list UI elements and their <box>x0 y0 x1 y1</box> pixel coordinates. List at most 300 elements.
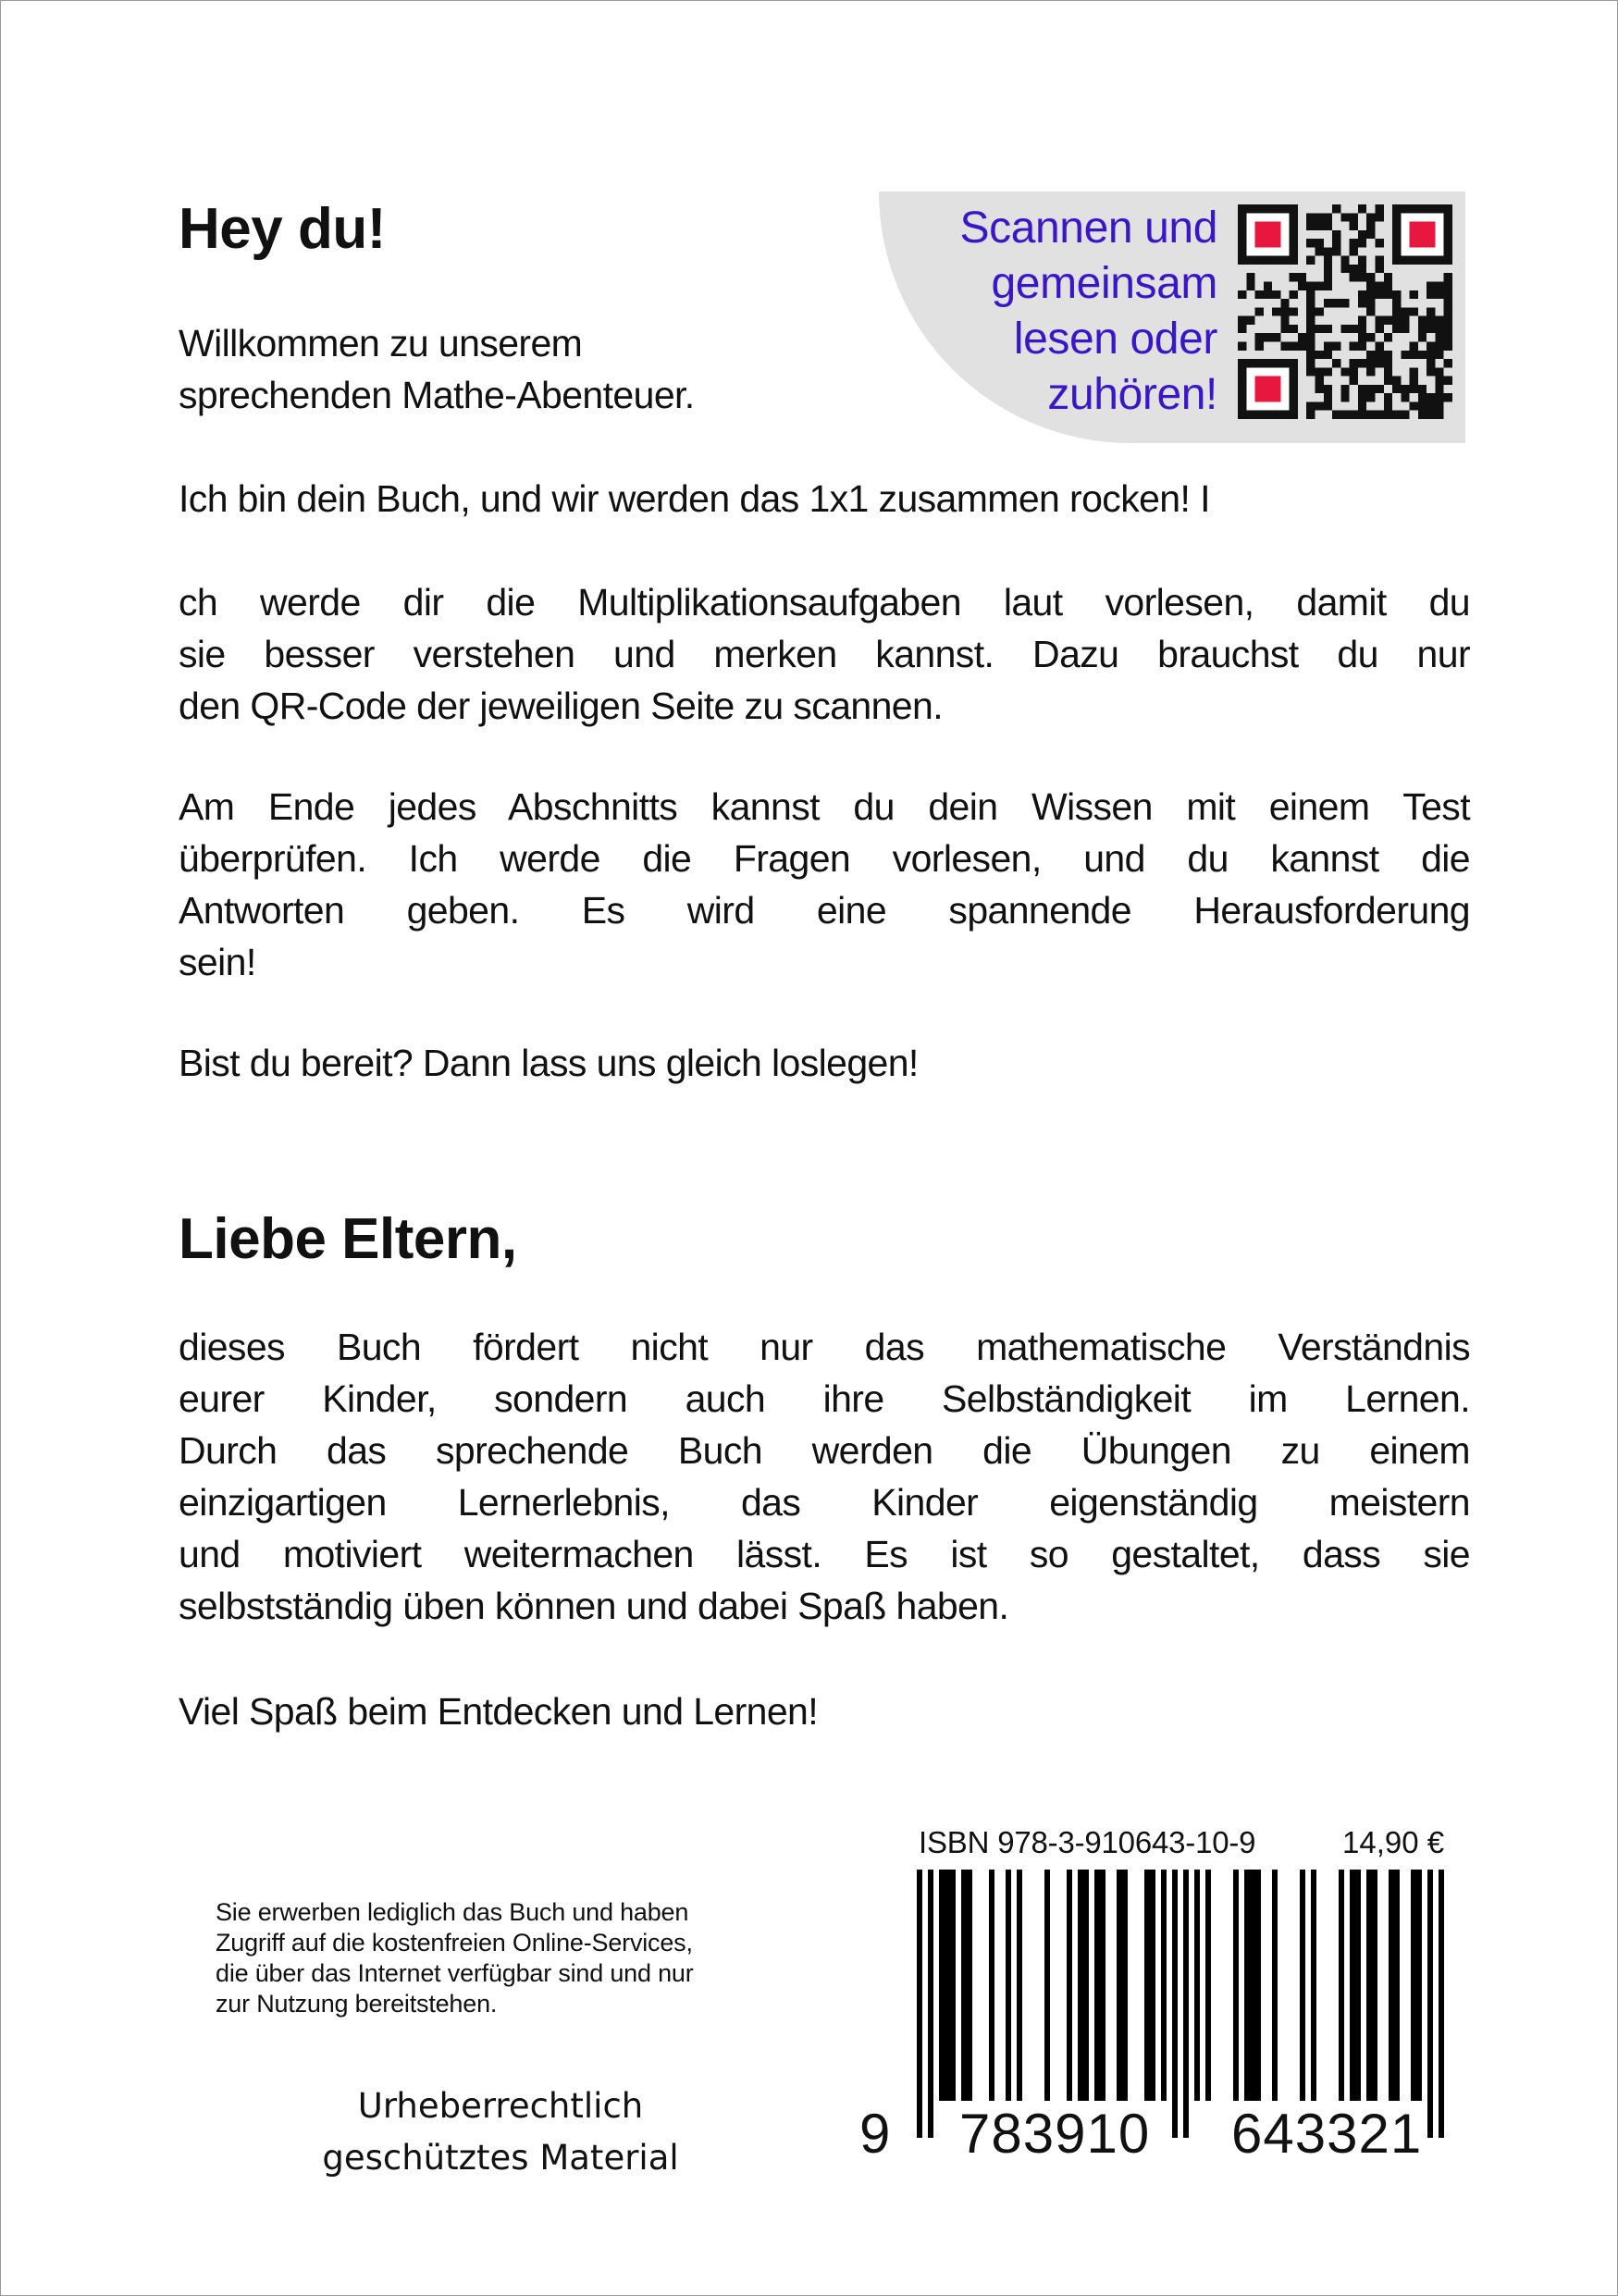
barcode-bar <box>1255 1870 1261 2101</box>
qr-module <box>1324 385 1332 393</box>
qr-module <box>1401 316 1409 325</box>
qr-module <box>1332 247 1340 255</box>
qr-module <box>1290 290 1298 299</box>
qr-module <box>1280 299 1289 307</box>
barcode-bar <box>1194 1870 1200 2101</box>
qr-module <box>1306 213 1315 221</box>
qr-module <box>1290 325 1298 333</box>
barcode-bar <box>1311 1870 1316 2101</box>
qr-module <box>1238 290 1246 299</box>
barcode-bar <box>1067 1870 1072 2101</box>
qr-module <box>1324 393 1332 401</box>
qr-module <box>1324 325 1332 333</box>
qr-module <box>1418 385 1427 393</box>
barcode-bar <box>1100 1870 1105 2101</box>
qr-module <box>1375 351 1383 359</box>
qr-module <box>1384 401 1392 410</box>
qr-code-icon[interactable] <box>1238 204 1452 419</box>
welcome-text <box>179 317 695 421</box>
qr-module <box>1358 299 1366 307</box>
qr-module <box>1315 213 1324 221</box>
qr-module <box>1418 333 1427 341</box>
paragraph-line: eurer Kinder, sondern auch ihre Selbständigkeit im Lernen. <box>179 1377 1470 1420</box>
qr-module <box>1358 393 1366 401</box>
qr-module <box>1290 273 1298 281</box>
qr-module <box>1332 411 1340 419</box>
qr-module <box>1340 265 1349 273</box>
qr-module <box>1306 359 1315 367</box>
qr-module <box>1324 273 1332 281</box>
barcode-bar <box>1205 1870 1211 2101</box>
qr-module <box>1392 376 1401 385</box>
qr-module <box>1375 290 1383 299</box>
qr-module <box>1332 239 1340 247</box>
qr-module <box>1358 290 1366 299</box>
qr-module <box>1306 256 1315 265</box>
qr-module <box>1315 376 1324 385</box>
qr-module <box>1435 333 1443 341</box>
qr-module <box>1401 351 1409 359</box>
paragraph-line: sein! <box>179 941 256 983</box>
qr-module <box>1375 316 1383 325</box>
barcode-guard-bar <box>1439 1870 1444 2138</box>
paragraph-line: und motiviert weitermachen lässt. Es ist so gestaltet, dass sie <box>179 1533 1470 1575</box>
qr-module <box>1350 265 1358 273</box>
qr-module <box>1324 367 1332 376</box>
barcode-bar <box>1250 1870 1255 2101</box>
qr-module <box>1435 351 1443 359</box>
qr-module <box>1366 351 1375 359</box>
qr-module <box>1444 290 1452 299</box>
qr-module <box>1246 282 1254 290</box>
qr-module <box>1324 256 1332 265</box>
qr-module <box>1418 393 1427 401</box>
qr-module <box>1315 247 1324 255</box>
qr-module <box>1427 393 1435 401</box>
isbn-number: ISBN 978-3-910643-10-9 <box>919 1825 1256 1859</box>
qr-module <box>1444 307 1452 315</box>
qr-module <box>1358 265 1366 273</box>
qr-module <box>1340 385 1349 393</box>
qr-module <box>1324 265 1332 273</box>
qr-module <box>1298 333 1306 341</box>
qr-module <box>1306 325 1315 333</box>
qr-module <box>1444 325 1452 333</box>
qr-module <box>1444 393 1452 401</box>
qr-module <box>1315 351 1324 359</box>
barcode-bar <box>950 1870 956 2101</box>
qr-module <box>1392 316 1401 325</box>
qr-module <box>1384 282 1392 290</box>
qr-module <box>1280 341 1289 350</box>
paragraph-line: einzigartigen Lernerlebnis, das Kinder eigenständig meistern <box>179 1481 1470 1524</box>
qr-callout <box>879 191 1465 443</box>
qr-module <box>1427 367 1435 376</box>
qr-module <box>1324 401 1332 410</box>
qr-module <box>1444 341 1452 350</box>
qr-module <box>1315 307 1324 315</box>
qr-module <box>1306 290 1315 299</box>
qr-module <box>1392 307 1401 315</box>
barcode-bar <box>1150 1870 1155 2101</box>
qr-module <box>1384 290 1392 299</box>
barcode-bar <box>1144 1870 1150 2101</box>
qr-module <box>1384 359 1392 367</box>
welcome-line: sprechenden Mathe-Abenteuer. <box>179 374 695 416</box>
qr-module <box>1315 325 1324 333</box>
qr-module <box>1418 325 1427 333</box>
qr-module <box>1392 299 1401 307</box>
barcode-bar <box>1411 1870 1416 2101</box>
barcode-guard-bar <box>1172 1870 1178 2138</box>
qr-module <box>1435 401 1443 410</box>
qr-module <box>1410 341 1418 350</box>
qr-module <box>1306 351 1315 359</box>
qr-module <box>1350 213 1358 221</box>
qr-module <box>1298 341 1306 350</box>
qr-module <box>1306 411 1315 419</box>
qr-module <box>1410 376 1418 385</box>
barcode-bar <box>1416 1870 1422 2101</box>
qr-finder-center <box>1255 376 1281 402</box>
qr-module <box>1280 316 1289 325</box>
barcode-right-digits: 643321 <box>1231 2103 1423 2165</box>
paragraph-line: Antworten geben. Es wird eine spannende Herausforderung <box>179 889 1470 932</box>
barcode-bar <box>945 1870 950 2101</box>
qr-module <box>1366 385 1375 393</box>
barcode-first-digit: 9 <box>859 2103 892 2165</box>
qr-callout-line: zuhören! <box>1047 370 1217 419</box>
qr-module <box>1306 222 1315 230</box>
qr-callout-line: gemeinsam <box>991 259 1217 308</box>
qr-module <box>1375 239 1383 247</box>
qr-module <box>1366 411 1375 419</box>
qr-module <box>1358 204 1366 213</box>
qr-module <box>1375 213 1383 221</box>
qr-module <box>1238 325 1246 333</box>
qr-module <box>1306 333 1315 341</box>
welcome-line: Willkommen zu unserem <box>179 322 583 364</box>
qr-module <box>1246 316 1254 325</box>
qr-module <box>1366 273 1375 281</box>
qr-module <box>1435 385 1443 393</box>
qr-module <box>1444 333 1452 341</box>
qr-module <box>1375 359 1383 367</box>
qr-module <box>1375 282 1383 290</box>
qr-module <box>1350 222 1358 230</box>
qr-module <box>1306 316 1315 325</box>
qr-module <box>1444 282 1452 290</box>
barcode-bar <box>1372 1870 1377 2101</box>
copyright-notice <box>278 2080 723 2184</box>
qr-module <box>1358 316 1366 325</box>
barcode-bar <box>1355 1870 1361 2101</box>
barcode-bar <box>1244 1870 1250 2101</box>
qr-module <box>1324 213 1332 221</box>
kids-paragraph-4: Bist du bereit? Dann lass uns gleich loslegen! <box>179 1042 919 1084</box>
qr-module <box>1340 325 1349 333</box>
barcode-bar <box>1389 1870 1394 2101</box>
qr-module <box>1340 213 1349 221</box>
qr-module <box>1358 256 1366 265</box>
qr-module <box>1324 299 1332 307</box>
qr-module <box>1410 351 1418 359</box>
qr-module <box>1350 359 1358 367</box>
barcode-bar <box>1350 1870 1355 2101</box>
qr-module <box>1306 307 1315 315</box>
barcode-guard-bar <box>1427 1870 1433 2138</box>
qr-module <box>1444 299 1452 307</box>
qr-module <box>1418 351 1427 359</box>
kids-paragraph-3 <box>179 781 1470 988</box>
qr-module <box>1418 411 1427 419</box>
qr-module <box>1435 316 1443 325</box>
legal-line: zur Nutzung bereitstehen. <box>216 1990 498 2018</box>
qr-module <box>1238 316 1246 325</box>
qr-module <box>1435 393 1443 401</box>
qr-module <box>1427 282 1435 290</box>
qr-module <box>1272 307 1280 315</box>
kids-heading: Hey du! <box>179 197 386 261</box>
qr-module <box>1340 299 1349 307</box>
qr-module <box>1366 333 1375 341</box>
price: 14,90 € <box>1342 1825 1445 1859</box>
qr-module <box>1290 341 1298 350</box>
qr-module <box>1324 351 1332 359</box>
qr-module <box>1358 230 1366 239</box>
qr-module <box>1444 316 1452 325</box>
paragraph-line: dieses Buch fördert nicht nur das mathematische Verständnis <box>179 1326 1470 1368</box>
qr-module <box>1358 411 1366 419</box>
qr-module <box>1375 265 1383 273</box>
paragraph-line: Durch das sprechende Buch werden die Übungen zu einem <box>179 1429 1470 1472</box>
qr-module <box>1238 341 1246 350</box>
qr-module <box>1410 290 1418 299</box>
qr-module <box>1427 325 1435 333</box>
legal-line: die über das Internet verfügbar sind und nur <box>216 1959 694 1987</box>
qr-module <box>1401 411 1409 419</box>
paragraph-line: überprüfen. Ich werde die Fragen vorlesen, und du kannst die <box>179 837 1470 880</box>
paragraph-line: den QR-Code der jeweiligen Seite zu scannen. <box>179 685 943 727</box>
qr-module <box>1280 307 1289 315</box>
qr-module <box>1384 393 1392 401</box>
barcode-guard-bar <box>1183 1870 1189 2138</box>
qr-module <box>1324 247 1332 255</box>
barcode-bar <box>1122 1870 1128 2101</box>
qr-finder-center <box>1410 222 1436 248</box>
qr-module <box>1358 359 1366 367</box>
barcode-bar <box>1078 1870 1083 2101</box>
qr-module <box>1306 299 1315 307</box>
barcode-bar <box>961 1870 967 2101</box>
qr-module <box>1418 401 1427 410</box>
barcode-bar <box>1117 1870 1122 2101</box>
kids-paragraph-2 <box>179 576 1470 732</box>
parents-heading: Liebe Eltern, <box>179 1207 517 1271</box>
qr-module <box>1427 341 1435 350</box>
qr-module <box>1358 333 1366 341</box>
qr-module <box>1358 385 1366 393</box>
qr-module <box>1340 256 1349 265</box>
qr-module <box>1332 204 1340 213</box>
qr-callout-text <box>884 201 1217 423</box>
qr-module <box>1435 282 1443 290</box>
qr-module <box>1384 316 1392 325</box>
barcode-bar <box>1017 1870 1022 2101</box>
paragraph-line: sie besser verstehen und merken kannst. Dazu brauchst du nur <box>179 633 1470 675</box>
paragraph-line: selbstständig üben können und dabei Spaß haben. <box>179 1585 1009 1627</box>
qr-module <box>1366 367 1375 376</box>
qr-module <box>1427 307 1435 315</box>
barcode-bar <box>989 1870 994 2101</box>
qr-module <box>1315 282 1324 290</box>
qr-module <box>1435 376 1443 385</box>
legal-line: Sie erwerben lediglich das Buch und haben <box>216 1898 689 1926</box>
qr-module <box>1306 239 1315 247</box>
qr-finder-center <box>1255 222 1281 248</box>
qr-module <box>1272 333 1280 341</box>
qr-module <box>1255 307 1264 315</box>
qr-module <box>1332 359 1340 367</box>
qr-module <box>1298 273 1306 281</box>
qr-module <box>1384 411 1392 419</box>
qr-callout-line: Scannen und <box>959 204 1217 253</box>
qr-module <box>1306 282 1315 290</box>
barcode-bar <box>1394 1870 1400 2101</box>
barcode-bar <box>1044 1870 1050 2101</box>
qr-module <box>1427 359 1435 367</box>
barcode-bar <box>1272 1870 1278 2101</box>
qr-module <box>1315 367 1324 376</box>
qr-module <box>1358 239 1366 247</box>
qr-module <box>1401 307 1409 315</box>
barcode-bar <box>1300 1870 1305 2101</box>
qr-module <box>1392 411 1401 419</box>
qr-module <box>1350 411 1358 419</box>
qr-module <box>1358 401 1366 410</box>
qr-module <box>1350 367 1358 376</box>
qr-module <box>1255 290 1264 299</box>
qr-module <box>1410 401 1418 410</box>
qr-module <box>1315 401 1324 410</box>
qr-module <box>1375 385 1383 393</box>
parents-paragraph-2: Viel Spaß beim Entdecken und Lernen! <box>179 1690 819 1733</box>
barcode-bar <box>1083 1870 1089 2101</box>
qr-module <box>1375 256 1383 265</box>
qr-module <box>1392 290 1401 299</box>
qr-module <box>1392 385 1401 393</box>
barcode-guard-bar <box>928 1870 933 2138</box>
qr-module <box>1306 401 1315 410</box>
paragraph-line: ch werde dir die Multiplikationsaufgaben laut vorlesen, damit du <box>179 581 1470 623</box>
copyright-line: geschütztes Material <box>322 2138 679 2178</box>
qr-module <box>1375 411 1383 419</box>
qr-module <box>1350 341 1358 350</box>
barcode-bar <box>1006 1870 1011 2101</box>
qr-module <box>1332 299 1340 307</box>
qr-module <box>1366 307 1375 315</box>
qr-module <box>1350 273 1358 281</box>
qr-module <box>1350 325 1358 333</box>
barcode-bar <box>1094 1870 1100 2101</box>
qr-module <box>1435 411 1443 419</box>
qr-module <box>1315 222 1324 230</box>
qr-module <box>1375 325 1383 333</box>
qr-module <box>1324 341 1332 350</box>
qr-module <box>1306 367 1315 376</box>
qr-module <box>1350 376 1358 385</box>
kids-paragraph-1: Ich bin dein Buch, und wir werden das 1x1 zusammen rocken! I <box>179 477 1210 520</box>
qr-module <box>1366 299 1375 307</box>
qr-module <box>1366 282 1375 290</box>
qr-module <box>1255 341 1264 350</box>
qr-module <box>1427 411 1435 419</box>
qr-callout-line: lesen oder <box>1013 315 1217 364</box>
barcode-bar <box>1233 1870 1239 2101</box>
barcode-left-digits: 783910 <box>959 2103 1151 2165</box>
qr-module <box>1401 325 1409 333</box>
qr-module <box>1410 385 1418 393</box>
qr-module <box>1435 367 1443 376</box>
qr-module <box>1298 282 1306 290</box>
qr-module <box>1418 316 1427 325</box>
qr-module <box>1384 351 1392 359</box>
qr-module <box>1444 273 1452 281</box>
qr-module <box>1290 307 1298 315</box>
barcode-bar <box>939 1870 945 2101</box>
qr-module <box>1435 290 1443 299</box>
qr-module <box>1427 351 1435 359</box>
qr-module <box>1306 341 1315 350</box>
barcode-bar <box>1161 1870 1167 2101</box>
qr-module <box>1366 359 1375 367</box>
qr-module <box>1350 247 1358 255</box>
qr-module <box>1427 316 1435 325</box>
qr-module <box>1264 282 1272 290</box>
qr-module <box>1435 325 1443 333</box>
qr-module <box>1366 213 1375 221</box>
qr-module <box>1366 290 1375 299</box>
qr-module <box>1444 376 1452 385</box>
qr-module <box>1444 359 1452 367</box>
qr-module <box>1255 333 1264 341</box>
qr-module <box>1384 376 1392 385</box>
barcode-bar <box>967 1870 972 2101</box>
qr-module <box>1332 341 1340 350</box>
qr-module <box>1366 230 1375 239</box>
parents-paragraph-1 <box>179 1321 1470 1632</box>
qr-module <box>1392 325 1401 333</box>
qr-module <box>1324 282 1332 290</box>
qr-module <box>1340 367 1349 376</box>
paragraph-line: Am Ende jedes Abschnitts kannst du dein Wissen mit einem Test <box>179 785 1470 828</box>
copyright-line: Urheberrechtlich <box>357 2086 644 2126</box>
legal-notice <box>216 1897 863 2019</box>
barcode-bar <box>1366 1870 1372 2101</box>
barcode-bar <box>1339 1870 1344 2101</box>
legal-line: Zugriff auf die kostenfreien Online-Services, <box>216 1929 693 1957</box>
qr-module <box>1401 393 1409 401</box>
qr-module <box>1435 341 1443 350</box>
qr-module <box>1384 273 1392 281</box>
qr-module <box>1350 239 1358 247</box>
qr-module <box>1272 290 1280 299</box>
qr-module <box>1410 367 1418 376</box>
qr-module <box>1427 290 1435 299</box>
qr-module <box>1401 385 1409 393</box>
qr-module <box>1280 325 1289 333</box>
qr-module <box>1358 325 1366 333</box>
